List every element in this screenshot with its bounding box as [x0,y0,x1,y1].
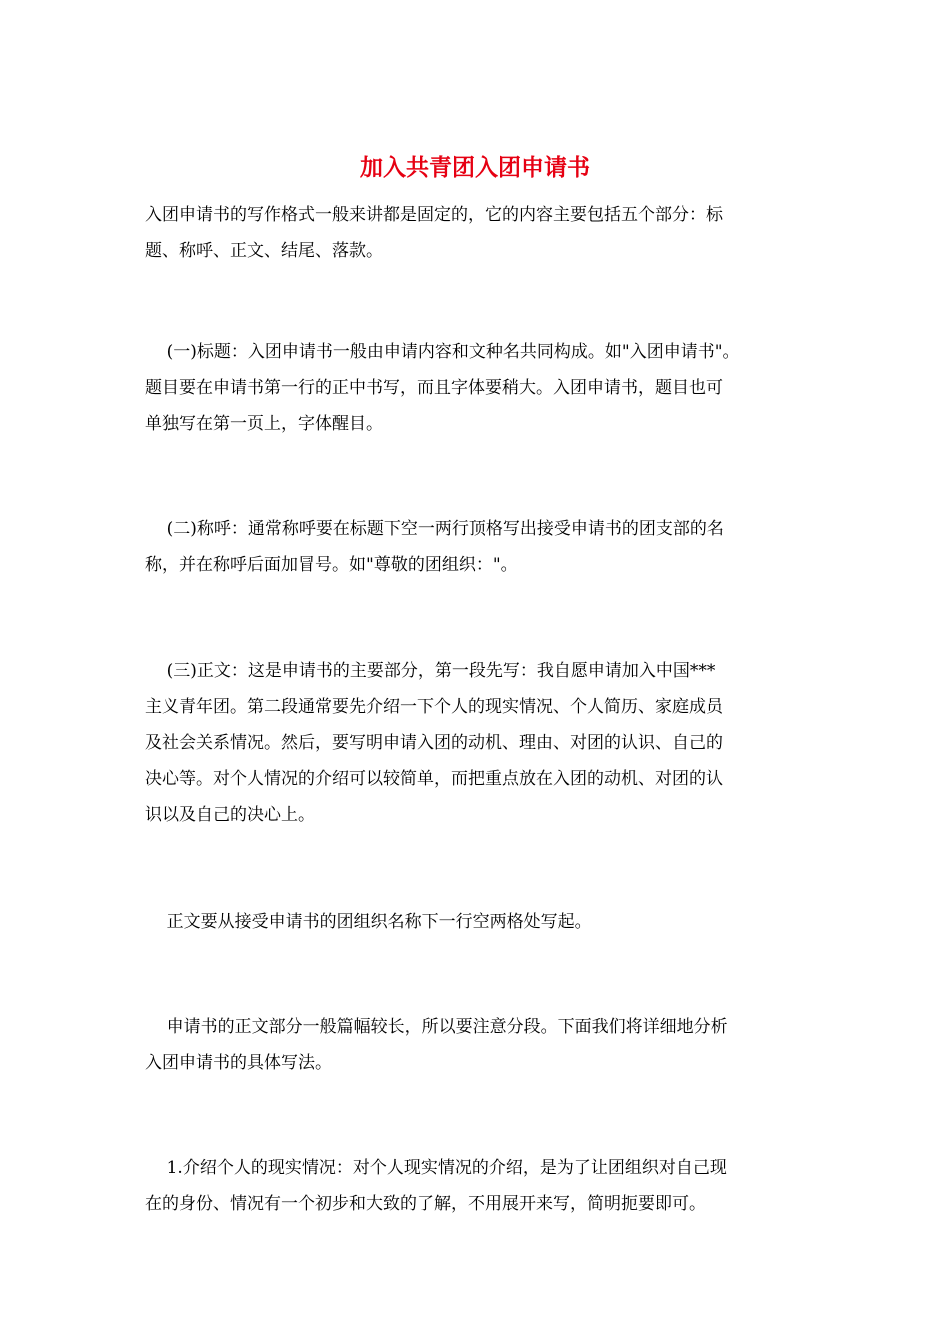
paragraph-personal-situation [145,1150,815,1222]
paragraph-body-start [145,904,815,940]
paragraph-line: 称，并在称呼后面加冒号。如"尊敬的团组织："。 [145,555,518,575]
paragraph-line: 题目要在申请书第一行的正中书写，而且字体要稍大。入团申请书，题目也可 [145,378,723,398]
paragraph-line: 及社会关系情况。然后，要写明申请入团的动机、理由、对团的认识、自己的 [145,733,723,753]
paragraph-line: 正文要从接受申请书的团组织名称下一行空两格处写起。 [145,912,592,932]
paragraph-line: 申请书的正文部分一般篇幅较长，所以要注意分段。下面我们将详细地分析 [145,1017,728,1037]
paragraph-line: (二)称呼：通常称呼要在标题下空一两行顶格写出接受申请书的团支部的名 [145,519,724,539]
paragraph-line: 单独写在第一页上，字体醒目。 [145,414,383,434]
paragraph-line: 识以及自己的决心上。 [145,805,315,825]
document-title: 加入共青团入团申请书 [360,154,590,181]
paragraph-line: 决心等。对个人情况的介绍可以较简单，而把重点放在入团的动机、对团的认 [145,769,723,789]
paragraph-line: 入团申请书的具体写法。 [145,1053,332,1073]
paragraph-line: 在的身份、情况有一个初步和大致的了解，不用展开来写，简明扼要即可。 [145,1194,706,1214]
paragraph-line: 主义青年团。第二段通常要先介绍一下个人的现实情况、个人简历、家庭成员 [145,697,723,717]
paragraph-line: 1.介绍个人的现实情况：对个人现实情况的介绍，是为了让团组织对自己现 [145,1158,727,1178]
paragraph-salutation-section [145,511,815,583]
paragraph-line: (一)标题：入团申请书一般由申请内容和文种名共同构成。如"入团申请书"。 [145,342,740,362]
paragraph-intro [145,197,815,269]
paragraph-body-section [145,653,815,833]
paragraph-line: (三)正文：这是申请书的主要部分，第一段先写：我自愿申请加入中国*** [145,661,716,681]
paragraph-body-paragraphing [145,1009,815,1081]
paragraph-title-section [145,334,815,442]
paragraph-line: 题、称呼、正文、结尾、落款。 [145,241,383,261]
paragraph-line: 入团申请书的写作格式一般来讲都是固定的，它的内容主要包括五个部分：标 [145,205,723,225]
